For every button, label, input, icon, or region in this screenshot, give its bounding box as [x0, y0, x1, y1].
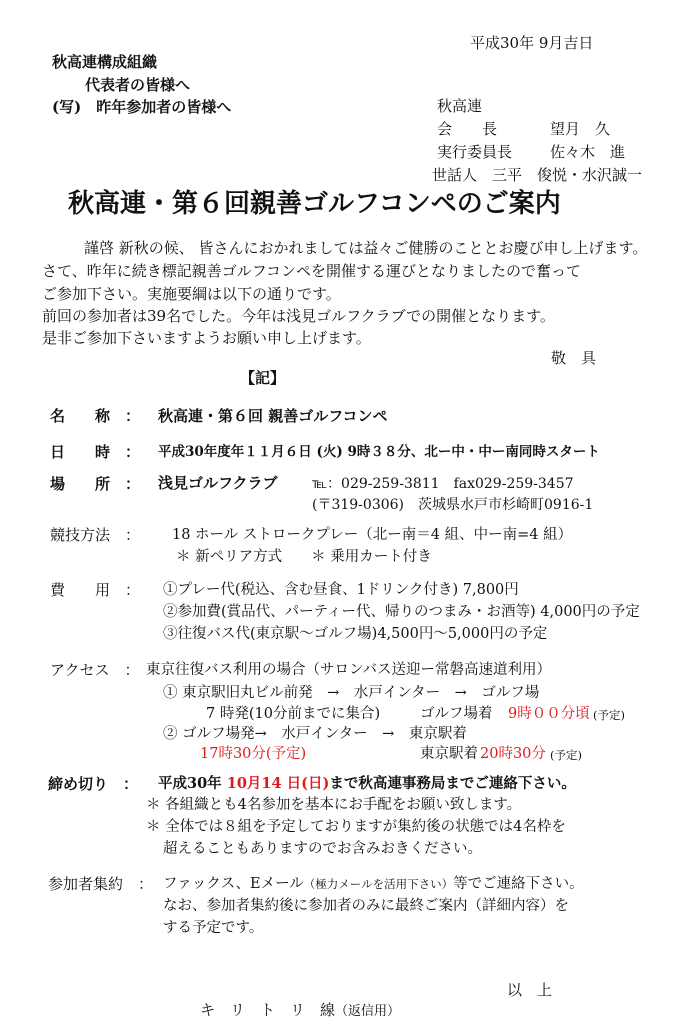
deadline-suffix: まで秋高連事務局までご連絡下さい。	[329, 775, 576, 792]
body-line-1: 謹啓 新秋の候、 皆さんにおかれましては益々ご健勝のこととお慶び申し上げます。	[84, 239, 648, 257]
deadline-date: 10月14 日(日)	[226, 775, 330, 792]
ijo: 以 上	[507, 981, 553, 999]
deadline-prefix: 平成30年	[158, 775, 222, 792]
exec-name: 佐々木 進	[550, 143, 626, 161]
body-line-5: 是非ご参加下さいますようお願い申し上げます。	[42, 329, 371, 347]
body-line-4: 前回の参加者は39名でした。今年は浅見ゴルフクラブでの開催となります。	[42, 307, 555, 325]
deadline-label: 締め切り ：	[48, 775, 139, 793]
body-line-2: さて、昨年に続き標記親善ゴルフコンペを開催する運びとなりましたので奮って	[42, 262, 581, 280]
fee-item-2: ②参加費(賞品代、パーティー代、帰りのつまみ・お酒等) 4,000円の予定	[163, 604, 640, 620]
collection-line-3: する予定です。	[163, 920, 264, 936]
place-postal: (〒319-0306)	[312, 497, 405, 513]
access-depart-1: 7 時発(10分前までに集合)	[206, 706, 381, 722]
page-title: 秋高連・第６回親善ゴルフコンペのご案内	[68, 189, 561, 219]
access-arrive-1-note: (予定)	[593, 708, 625, 722]
chair-title: 会 長	[437, 120, 498, 138]
access-intro: 東京往復バス利用の場合（サロンバス送迎ー常磐高速道利用）	[146, 662, 551, 678]
collection-line-2: なお、参加者集約後に参加者のみに最終ご案内（詳細内容）を	[163, 898, 569, 914]
collection-line-1-b: 等でご連絡下さい。	[453, 876, 584, 892]
access-route-1: ① 東京駅旧丸ビル前発 → 水戸インター → ゴルフ場	[163, 685, 540, 701]
datetime-value: 平成30年度年１１月６日 (火) 9時３８分、北ー中・中ー南同時スタート	[158, 444, 600, 460]
addressee-representatives: 代表者の皆様へ	[85, 76, 191, 94]
name-label: 名 称 ：	[50, 407, 141, 425]
chair-name: 望月 久	[550, 120, 611, 138]
fee-item-1: ①プレー代(税込、含む昼食、1ドリンク付き) 7,800円	[163, 582, 519, 598]
deadline-note-2: ＊ 全体では８組を予定しておりますが集約後の状態では4名枠を	[146, 819, 566, 835]
place-address: 茨城県水戸市杉崎町0916-1	[418, 497, 594, 513]
exec-title: 実行委員長	[437, 143, 513, 161]
fee-item-3: ③往復バス代(東京駅～ゴルフ場)4,500円～5,000円の予定	[163, 626, 548, 642]
collection-label: 参加者集約 ：	[48, 875, 154, 893]
fees-label: 費 用 ：	[50, 581, 141, 599]
format-line-2: ＊ 新ペリア方式 ＊ 乗用カート付き	[176, 549, 432, 565]
place-tel: ℡：029-259-3811 fax029-259-3457	[312, 476, 574, 492]
access-depart-2: 17時30分(予定)	[200, 746, 307, 762]
deadline-note-1: ＊ 各組織とも4名参加を基本にお手配をお願い致します。	[146, 797, 522, 813]
format-line-1: 18 ホール ストロークプレー（北ー南＝4 組、中ー南=4 組）	[172, 527, 573, 543]
access-arrive-1-prefix: ゴルフ場着	[420, 706, 493, 722]
addressee-organization: 秋高連構成組織	[52, 53, 158, 71]
place-label: 場 所 ：	[50, 475, 141, 493]
sender-organization: 秋高連	[437, 97, 483, 115]
access-label: アクセス ：	[50, 661, 140, 679]
issue-date: 平成30年 9月吉日	[470, 34, 594, 52]
place-club: 浅見ゴルフクラブ	[158, 474, 278, 492]
keigu: 敬 具	[551, 349, 597, 367]
access-arrive-2-note: (予定)	[550, 748, 582, 762]
cut-line-text: キ リ ト リ 線	[200, 1001, 336, 1019]
helpers: 世話人 三平 俊悦・水沢誠一	[432, 166, 643, 184]
deadline-note-3: 超えることもありますのでお含みおきください。	[163, 841, 482, 857]
access-arrive-2-prefix: 東京駅着	[420, 746, 478, 762]
deadline-line	[158, 777, 576, 792]
cut-line-note: （返信用）	[335, 1004, 401, 1019]
datetime-label: 日 時 ：	[50, 443, 141, 461]
name-value: 秋高連・第６回 親善ゴルフコンペ	[158, 407, 388, 425]
collection-line-1-a: ファックス、Eメール	[163, 876, 304, 892]
ki-heading: 【記】	[240, 369, 286, 387]
addressee-copy: (写) 昨年参加者の皆様へ	[52, 98, 232, 116]
collection-line-1-small: （極力メールを活用下さい）	[303, 877, 454, 891]
cut-line-label	[200, 1003, 400, 1018]
collection-line-1	[163, 877, 584, 892]
access-arrive-1-time: 9時００分頃	[508, 706, 590, 722]
access-arrive-2-time: 20時30分	[480, 746, 546, 762]
access-route-2: ② ゴルフ場発→ 水戸インター → 東京駅着	[163, 726, 467, 742]
format-label: 競技方法 ：	[50, 526, 141, 544]
body-line-3: ご参加下さい。実施要綱は以下の通りです。	[42, 285, 341, 303]
